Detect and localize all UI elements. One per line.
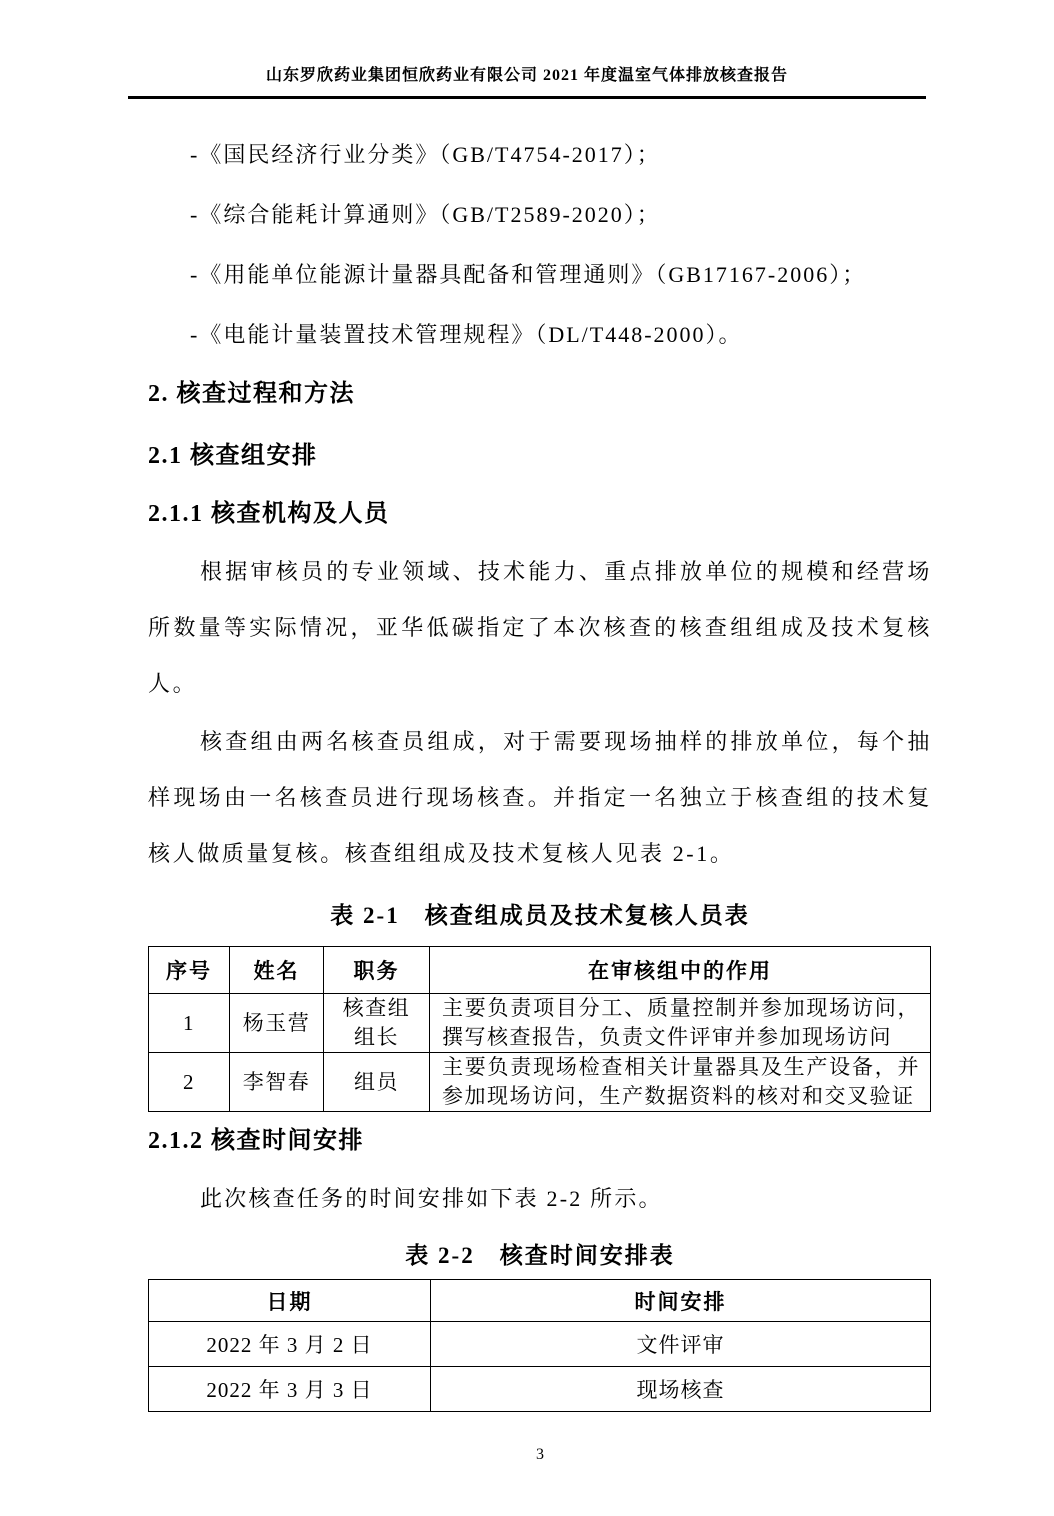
- cell-duty: 主要负责项目分工、质量控制并参加现场访问，撰写核查报告，负责文件评审并参加现场访问: [430, 994, 931, 1053]
- column-header-duty: 在审核组中的作用: [430, 947, 931, 994]
- cell-role: 组员: [324, 1053, 430, 1112]
- table-row: [149, 994, 931, 1053]
- cell-name: 杨玉营: [230, 994, 324, 1053]
- paragraph-time-arrangement: 此次核查任务的时间安排如下表 2-2 所示。: [200, 1186, 663, 1211]
- section-heading-process-method: 2. 核查过程和方法: [148, 381, 355, 407]
- section-heading-time-arrangement: 2.1.2 核查时间安排: [148, 1128, 364, 1154]
- cell-schedule: 现场核查: [431, 1367, 931, 1412]
- cell-schedule: 文件评审: [431, 1322, 931, 1367]
- cell-duty: 主要负责现场检查相关计量器具及生产设备，并参加现场访问，生产数据资料的核对和交叉验证: [430, 1053, 931, 1112]
- cell-name: 李智春: [230, 1053, 324, 1112]
- column-header-index: 序号: [149, 947, 230, 994]
- page-number: 3: [536, 1446, 544, 1463]
- cell-index: 1: [149, 994, 230, 1053]
- table-2-1-caption: 表 2-1 核查组成员及技术复核人员表: [330, 903, 750, 928]
- table-row: [149, 1322, 931, 1367]
- column-header-schedule: 时间安排: [431, 1280, 931, 1322]
- reference-list: [148, 125, 932, 365]
- cell-date: 2022 年 3 月 2 日: [149, 1322, 431, 1367]
- section-heading-agency-personnel: 2.1.1 核查机构及人员: [148, 501, 390, 527]
- table-2-1-team-members: [148, 946, 931, 1112]
- cell-index: 2: [149, 1053, 230, 1112]
- table-row: [149, 1053, 931, 1112]
- reference-item: -《电能计量装置技术管理规程》（DL/T448-2000）。: [190, 322, 743, 347]
- column-header-date: 日期: [149, 1280, 431, 1322]
- paragraph-team-designation: 根据审核员的专业领域、技术能力、重点排放单位的规模和经营场所数量等实际情况，亚华低碳指定了本次核查的核查组组成及技术复核人。: [148, 559, 932, 696]
- header-rule: [128, 96, 926, 99]
- reference-item: -《用能单位能源计量器具配备和管理通则》（GB17167-2006）；: [190, 262, 867, 287]
- table-row: [149, 1367, 931, 1412]
- reference-item: -《综合能耗计算通则》（GB/T2589-2020）；: [190, 202, 661, 227]
- section-heading-team-arrangement: 2.1 核查组安排: [148, 443, 318, 469]
- column-header-role: 职务: [324, 947, 430, 994]
- table-2-2-caption: 表 2-2 核查时间安排表: [405, 1243, 675, 1268]
- table-header-row: [149, 1280, 931, 1322]
- paragraph-team-composition: 核查组由两名核查员组成，对于需要现场抽样的排放单位，每个抽样现场由一名核查员进行现场核查。并指定一名独立于核查组的技术复核人做质量复核。核查组组成及技术复核人见表 2-1。: [148, 729, 932, 866]
- table-2-2-time-schedule: [148, 1279, 931, 1412]
- page-content: [148, 125, 932, 1464]
- table-header-row: [149, 947, 931, 994]
- report-header-title: 山东罗欣药业集团恒欣药业有限公司 2021 年度温室气体排放核查报告: [265, 67, 788, 84]
- cell-date: 2022 年 3 月 3 日: [149, 1367, 431, 1412]
- cell-role: 核查组组长: [324, 994, 430, 1053]
- reference-item: -《国民经济行业分类》（GB/T4754-2017）；: [190, 142, 661, 167]
- column-header-name: 姓名: [230, 947, 324, 994]
